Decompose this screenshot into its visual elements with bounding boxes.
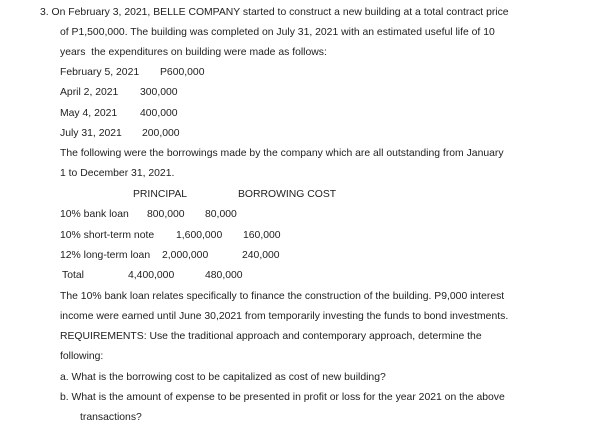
expenditure-amount: 200,000 xyxy=(142,128,180,139)
expenditure-date: May 4, 2021 xyxy=(60,108,118,119)
note-line-1: The 10% bank loan relates specifically to finance the construction of the building. P9,000 interest xyxy=(60,291,505,302)
row-cost: 80,000 xyxy=(205,209,237,220)
row-name: 10% short-term note xyxy=(60,230,155,241)
question-b-line-1: b. What is the amount of expense to be presented in profit or loss for the year 2021 on the above xyxy=(60,392,505,403)
row-principal: 4,400,000 xyxy=(128,270,175,281)
row-principal: 800,000 xyxy=(147,209,185,220)
row-principal: 1,600,000 xyxy=(176,230,223,241)
borrowings-line-2: 1 to December 31, 2021. xyxy=(60,168,175,179)
expenditure-amount: 400,000 xyxy=(140,108,178,119)
expenditure-date: April 2, 2021 xyxy=(60,87,119,98)
row-name: 10% bank loan xyxy=(60,209,129,220)
expenditure-amount: P600,000 xyxy=(160,67,205,78)
requirements-line-2: following: xyxy=(60,351,104,362)
requirements-line-1: REQUIREMENTS: Use the traditional approach and contemporary approach, determine the xyxy=(60,331,482,342)
intro-line-1: 3. On February 3, 2021, BELLE COMPANY started to construct a new building at a total contract price xyxy=(40,7,509,18)
row-cost: 480,000 xyxy=(205,270,243,281)
expenditure-amount: 300,000 xyxy=(140,87,178,98)
header-borrowing-cost: BORROWING COST xyxy=(238,189,337,200)
row-name: 12% long-term loan xyxy=(60,250,151,261)
expenditure-date: July 31, 2021 xyxy=(60,128,122,139)
row-principal: 2,000,000 xyxy=(162,250,209,261)
row-cost: 240,000 xyxy=(242,250,280,261)
note-line-2: income were earned until June 30,2021 from temporarily investing the funds to bond investments. xyxy=(60,311,509,322)
intro-line-3: years the expenditures on building were made as follows: xyxy=(60,47,327,58)
borrowings-line-1: The following were the borrowings made by the company which are all outstanding from January xyxy=(60,148,504,159)
header-principal: PRINCIPAL xyxy=(133,189,188,200)
question-a: a. What is the borrowing cost to be capitalized as cost of new building? xyxy=(60,372,386,383)
row-cost: 160,000 xyxy=(243,230,281,241)
question-b-line-2: transactions? xyxy=(80,412,142,423)
intro-line-2: of P1,500,000. The building was completed on July 31, 2021 with an estimated useful life of 10 xyxy=(60,27,495,38)
expenditure-date: February 5, 2021 xyxy=(60,67,140,78)
row-name: Total xyxy=(62,270,84,281)
